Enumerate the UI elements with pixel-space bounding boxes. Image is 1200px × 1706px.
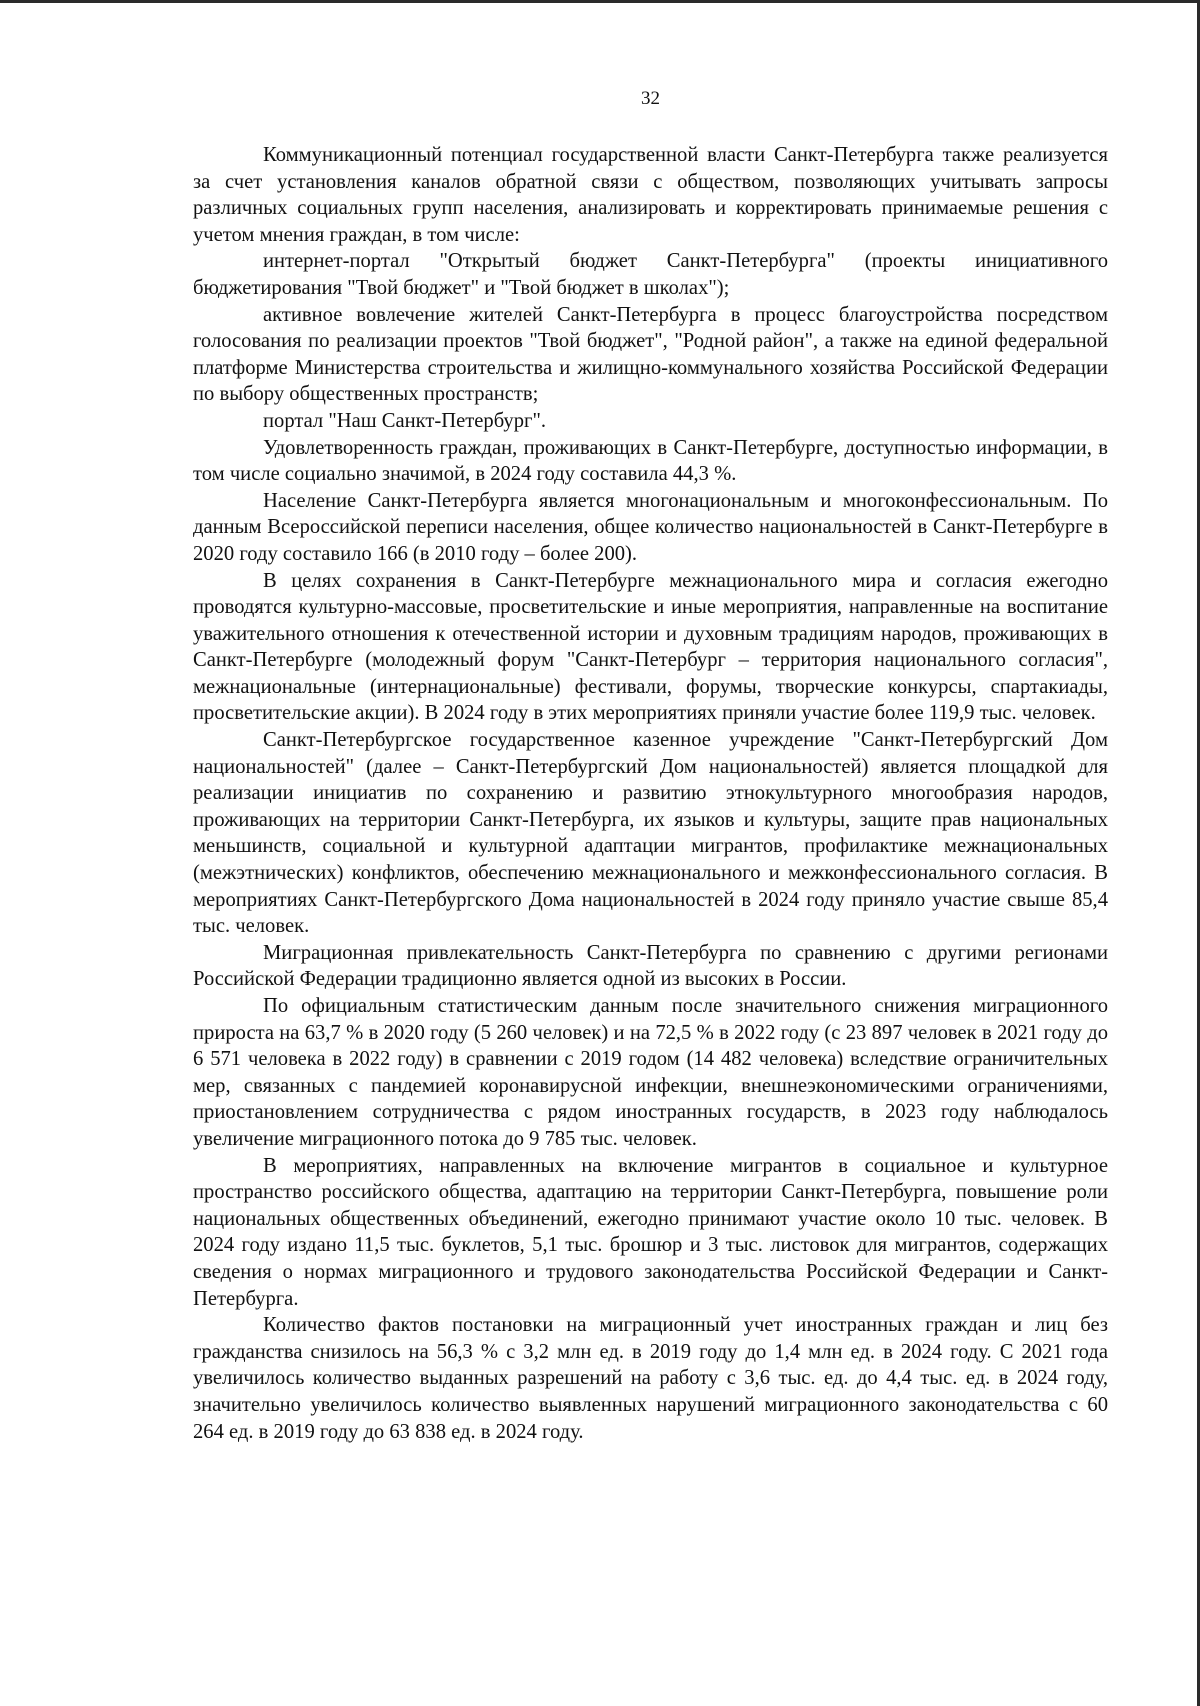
document-body <box>193 142 1108 1445</box>
paragraph-migrant-adaptation: В мероприятиях, направленных на включение мигрантов в социальное и культурное пространство российского общества, адаптацию на территории Санкт-Петербурга, повышение роли национальных общественных объединений, ежегодно принимают участие около 10 тыс. человек. В 2024 году издано 11,5 тыс. буклетов, 5,1 тыс. брошюр и 3 тыс. листовок для мигрантов, содержащих сведения о нормах миграционного и трудового законодательства Российской Федерации и Санкт-Петербурга. <box>193 1154 1108 1310</box>
paragraph-multinational-population: Население Санкт-Петербурга является многонациональным и многоконфессиональным. По данным Всероссийской переписи населения, общее количество национальностей в Санкт-Петербурге в 2020 году составило 166 (в 2010 году – более 200). <box>193 489 1108 565</box>
paragraph-migration-attractiveness: Миграционная привлекательность Санкт-Петербурга по сравнению с другими регионами Российской Федерации традиционно является одной из высоких в России. <box>193 941 1108 991</box>
paragraph-communication-potential: Коммуникационный потенциал государственной власти Санкт-Петербурга также реализуется за счет установления каналов обратной связи с обществом, позволяющих учитывать запросы различных социальных групп населения, анализировать и корректировать принимаемые решения с учетом мнения граждан, в том числе: <box>193 144 1108 246</box>
paragraph-information-satisfaction: Удовлетворенность граждан, проживающих в Санкт-Петербурге, доступностью информации, в том числе социально значимой, в 2024 году составила 44,3 %. <box>193 436 1108 486</box>
paragraph-resident-involvement: активное вовлечение жителей Санкт-Петербурга в процесс благоустройства посредством голосования по реализации проектов "Твой бюджет", "Родной район", а также на единой федеральной платформе Министерства строительства и жилищно-коммунального хозяйства Российской Федерации по выбору общественных пространств; <box>193 303 1108 406</box>
page-number: 32 <box>641 88 660 109</box>
paragraph-interethnic-events: В целях сохранения в Санкт-Петербурге межнационального мира и согласия ежегодно проводятся культурно-массовые, просветительские и иные мероприятия, направленные на воспитание уважительного отношения к отечественной истории и духовным традициям народов, проживающих в Санкт-Петербурге (молодежный форум "Санкт-Петербург – территория национального согласия", межнациональные (интернациональные) фестивали, форумы, творческие конкурсы, спартакиады, просветительские акции). В 2024 году в этих мероприятиях приняли участие более 119,9 тыс. человек. <box>193 569 1108 725</box>
paragraph-migration-registration: Количество фактов постановки на миграционный учет иностранных граждан и лиц без гражданства снизилось на 56,3 % с 3,2 млн ед. в 2019 году до 1,4 млн ед. в 2024 году. С 2021 года увеличилось количество выданных разрешений на работу с 3,6 тыс. ед. до 4,4 тыс. ед. в 2024 году, значительно увеличилось количество выявленных нарушений миграционного законодательства с 60 264 ед. в 2019 году до 63 838 ед. в 2024 году. <box>193 1314 1108 1443</box>
document-page <box>193 86 1108 1445</box>
paragraph-migration-statistics: По официальным статистическим данным после значительного снижения миграционного прироста на 63,7 % в 2020 году (5 260 человек) и на 72,5 % в 2022 году (с 23 897 человек в 2021 году до 6 571 человека в 2022 году) в сравнении с 2019 годом (14 482 человека) вследствие ограничительных мер, связанных с пандемией коронавирусной инфекции, внешнеэкономическими ограничениями, приостановлением сотрудничества с рядом иностранных государств, в 2023 году наблюдалось увеличение миграционного потока до 9 785 тыс. человек. <box>193 995 1108 1150</box>
paragraph-our-spb-portal: портал "Наш Санкт-Петербург". <box>263 409 546 432</box>
paragraph-open-budget-portal: интернет-портал "Открытый бюджет Санкт-Петербурга" (проекты инициативного бюджетирования "Твой бюджет" и "Твой бюджет в школах"); <box>193 250 1108 299</box>
scan-border-top <box>0 0 1200 3</box>
paragraph-house-of-nationalities: Санкт-Петербургское государственное казенное учреждение "Санкт-Петербургский Дом национальностей" (далее – Санкт-Петербургский Дом национальностей) является площадкой для реализации инициатив по сохранению и развитию этнокультурного многообразия народов, проживающих на территории Санкт-Петербурга, их языков и культуры, защите прав национальных меньшинств, социальной и культурной адаптации мигрантов, профилактике межнациональных (межэтнических) конфликтов, обеспечению межнационального и межконфессионального согласия. В мероприятиях Санкт-Петербургского Дома национальностей в 2024 году приняло участие свыше 85,4 тыс. человек. <box>193 729 1108 938</box>
